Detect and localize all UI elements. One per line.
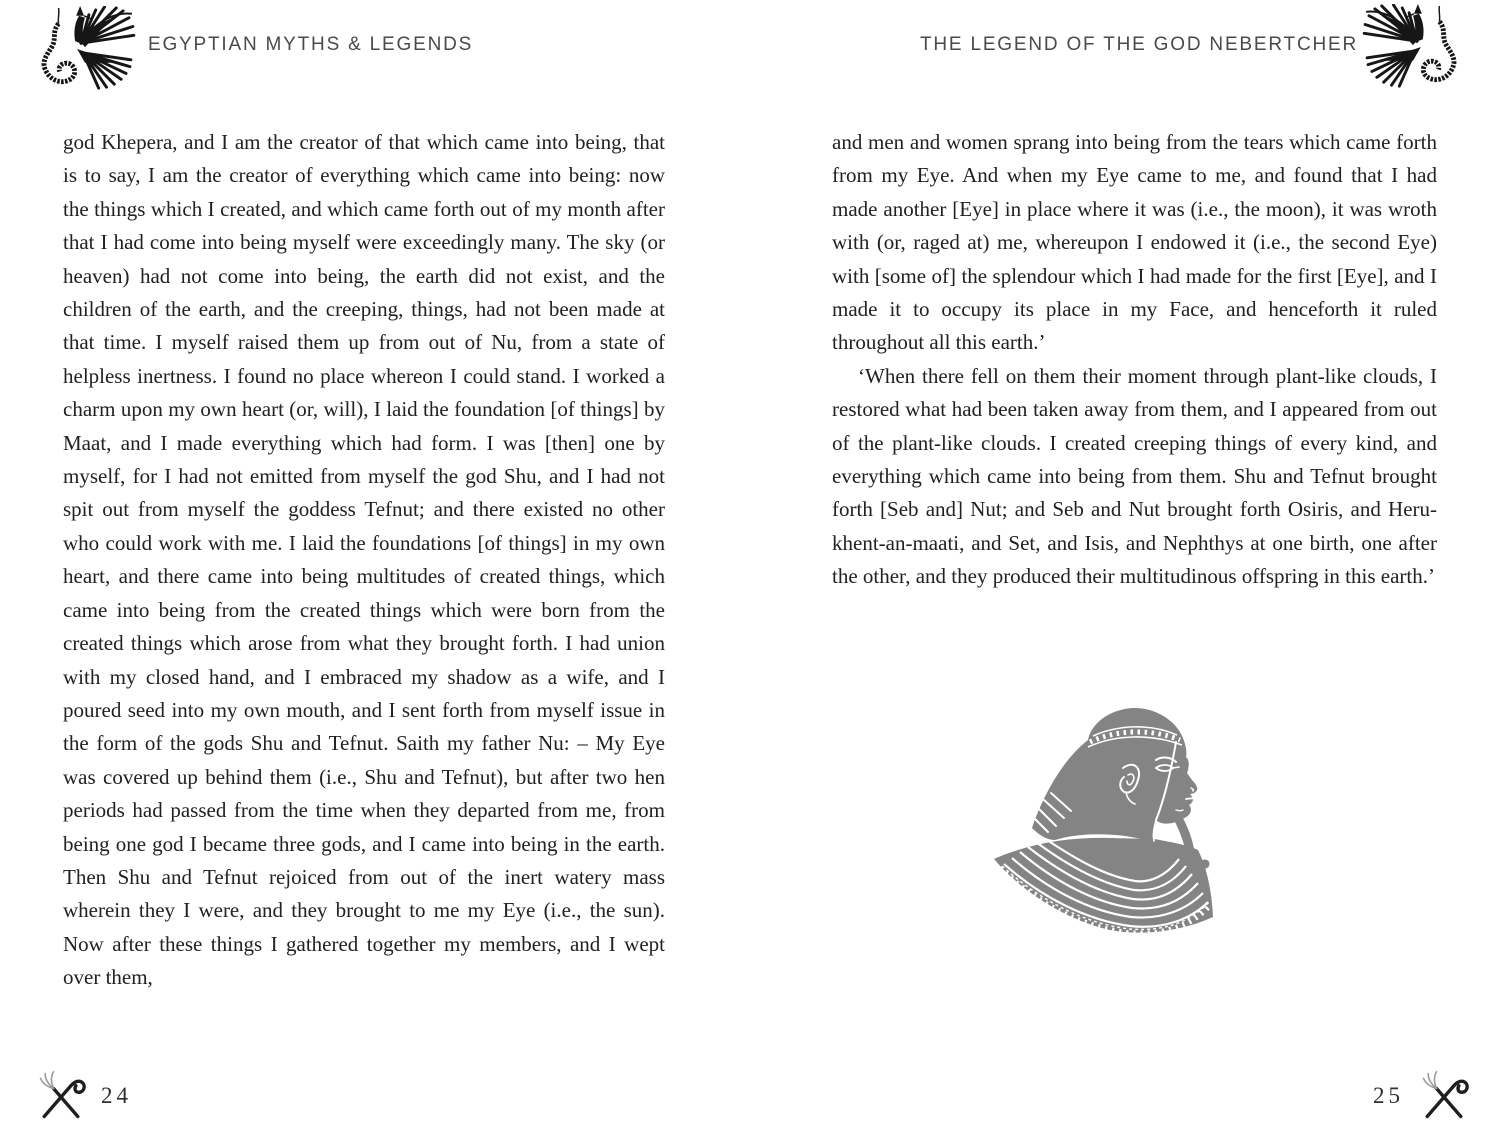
left-page-number: 24 xyxy=(101,1083,132,1108)
right-page-column xyxy=(832,126,1437,594)
right-page-number: 25 xyxy=(1373,1083,1404,1108)
left-page-column xyxy=(63,126,665,995)
winged-serpent-icon xyxy=(28,6,140,94)
left-running-head: EGYPTIAN MYTHS & LEGENDS xyxy=(148,34,474,55)
crook-and-flail-icon xyxy=(33,1068,89,1124)
right-running-head: THE LEGEND OF THE GOD NEBERTCHER xyxy=(919,34,1358,55)
left-page-paragraph: god Khepera, and I am the creator of that which came into being, that is to say, I am the creator of everything which came into being: now the things which I created, and which came forth out of my month after that I had come into being myself were exceedingly many. The sky (or heaven) had not come into being, the earth did not exist, and the children of the earth, and the creeping, things, had not been made at that time. I myself raised them up from out of Nu, from a state of helpless inertness. I found no place whereon I could stand. I worked a charm upon my own heart (or, will), I laid the foundation [of things] by Maat, and I made everything which had form. I was [then] one by myself, for I had not emitted from myself the god Shu, and I had not spit out from myself the goddess Tefnut; and there existed no other who could work with me. I laid the foundations [of things] in my own heart, and there came into being multitudes of created things, which came into being from the created things which were born from the created things which arose from what they brought forth. I had union with my closed hand, and I embraced my shadow as a wife, and I poured seed into my own mouth, and I sent forth from myself issue in the form of the gods Shu and Tefnut. Saith my father Nu: – My Eye was covered up behind them (i.e., Shu and Tefnut), but after two hen periods had passed from the time when they departed from me, from being one god I became three gods, and I came into being in the earth. Then Shu and Tefnut rejoiced from out of the inert watery mass wherein they I were, and they brought to me my Eye (i.e., the sun). Now after these things I gathered together my members, and I wept over them, xyxy=(63,130,665,990)
left-page-footer xyxy=(33,1068,132,1124)
pharaoh-head-illustration xyxy=(980,680,1310,960)
crook-and-flail-icon xyxy=(1416,1068,1472,1124)
right-page-footer xyxy=(1373,1068,1472,1124)
winged-serpent-icon-mirrored xyxy=(1358,4,1470,92)
right-page-paragraph-2: ‘When there fell on them their moment through plant-like clouds, I restored what had been taken away from them, and I appeared from out of the plant-like clouds. I created creeping things of every kind, and everything which came into being from them. Shu and Tefnut brought forth [Seb and] Nut; and Seb and Nut brought forth Osiris, and Heru-khent-an-maati, and Set, and Isis, and Nephthys at one birth, one after the other, and they produced their multitudinous offspring in this earth.’ xyxy=(832,363,1437,589)
right-page-paragraph-1: and men and women sprang into being from the tears which came forth from my Eye. And when my Eye came to me, and found that I had made another [Eye] in place where it was (i.e., the moon), it was wroth with (or, raged at) me, whereupon I endowed it (i.e., the second Eye) with [some of] the splendour which I had made for the first [Eye], and I made it to occupy its place in my Face, and henceforth it ruled throughout all this earth.’ xyxy=(832,130,1437,355)
